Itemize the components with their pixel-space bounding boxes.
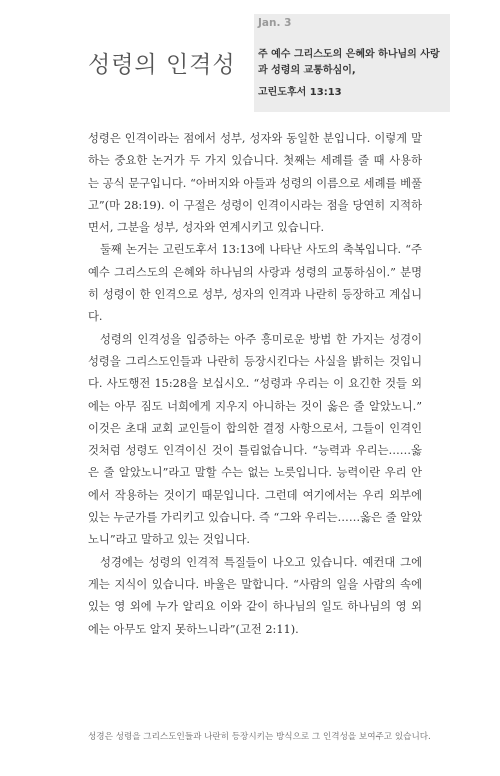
verse-text: 주 예수 그리스도의 은혜와 하나님의 사랑과 성령의 교통하심이, bbox=[258, 49, 440, 76]
verse-reference: 고린도후서 13:13 bbox=[258, 87, 342, 98]
paragraph: 성령은 인격이라는 점에서 성부, 성자와 동일한 분입니다. 이렇게 말하는 중요한 논거가 두 가지 있습니다. 첫째는 세례를 줄 때 사용하는 공식 문구입니다. “아버지와 아들과 성령의 이름으로 세례를 베풀고”(마 28:19). 이 구절은 성령이 인격이시라는 점을 당연히 지적하면서, 그분을 성부, 성자와 연계시키고 있습니다. bbox=[88, 132, 422, 235]
paragraph: 둘째 논거는 고린도후서 13:13에 나타난 사도의 축복입니다. “주 예수 그리스도의 은혜와 하나님의 사랑과 성령의 교통하심이.” 분명히 성령이 한 인격으로 성부, 성자의 인격과 나란히 등장하고 계십니다. bbox=[88, 243, 422, 324]
date-label: Jan. 3 bbox=[258, 17, 292, 29]
body-text bbox=[88, 128, 422, 641]
paragraph: 성령의 인격성을 입증하는 아주 흥미로운 방법 한 가지는 성경이 성령을 그리스도인들과 나란히 등장시킨다는 사실을 밝히는 것입니다. 사도행전 15:28을 보십시오. “성령과 우리는 이 요긴한 것들 외에는 아무 짐도 너희에게 지우지 아니하는 것이 옳은 줄 알았노니.” 이것은 초대 교회 교인들이 합의한 결정 사항으로서, 그들이 인격인 것처럼 성령도 인격이신 것이 틀림없습니다. “능력과 우리는……옳은 줄 알았노니”라고 말할 수는 없는 노릇입니다. 능력이란 우리 안에서 작용하는 것이기 때문입니다. 그런데 여기에서는 우리 외부에 있는 누군가를 가리키고 있습니다. 즉 “그와 우리는……옳은 줄 알았노니”라고 말하고 있는 것입니다. bbox=[88, 332, 422, 547]
footer-note: 성경은 성령을 그리스도인들과 나란히 등장시키는 방식으로 그 인격성을 보여주고 있습니다. bbox=[88, 732, 431, 742]
page-title: 성령의 인격성 bbox=[88, 52, 236, 78]
paragraph: 성경에는 성령의 인격적 특질들이 나오고 있습니다. 예컨대 그에게는 지식이 있습니다. 바울은 말합니다. “사람의 일을 사람의 속에 있는 영 외에 누가 알리요 이와 같이 하나님의 일도 하나님의 영 외에는 아무도 알지 못하느니라”(고전 2:11). bbox=[88, 555, 422, 636]
